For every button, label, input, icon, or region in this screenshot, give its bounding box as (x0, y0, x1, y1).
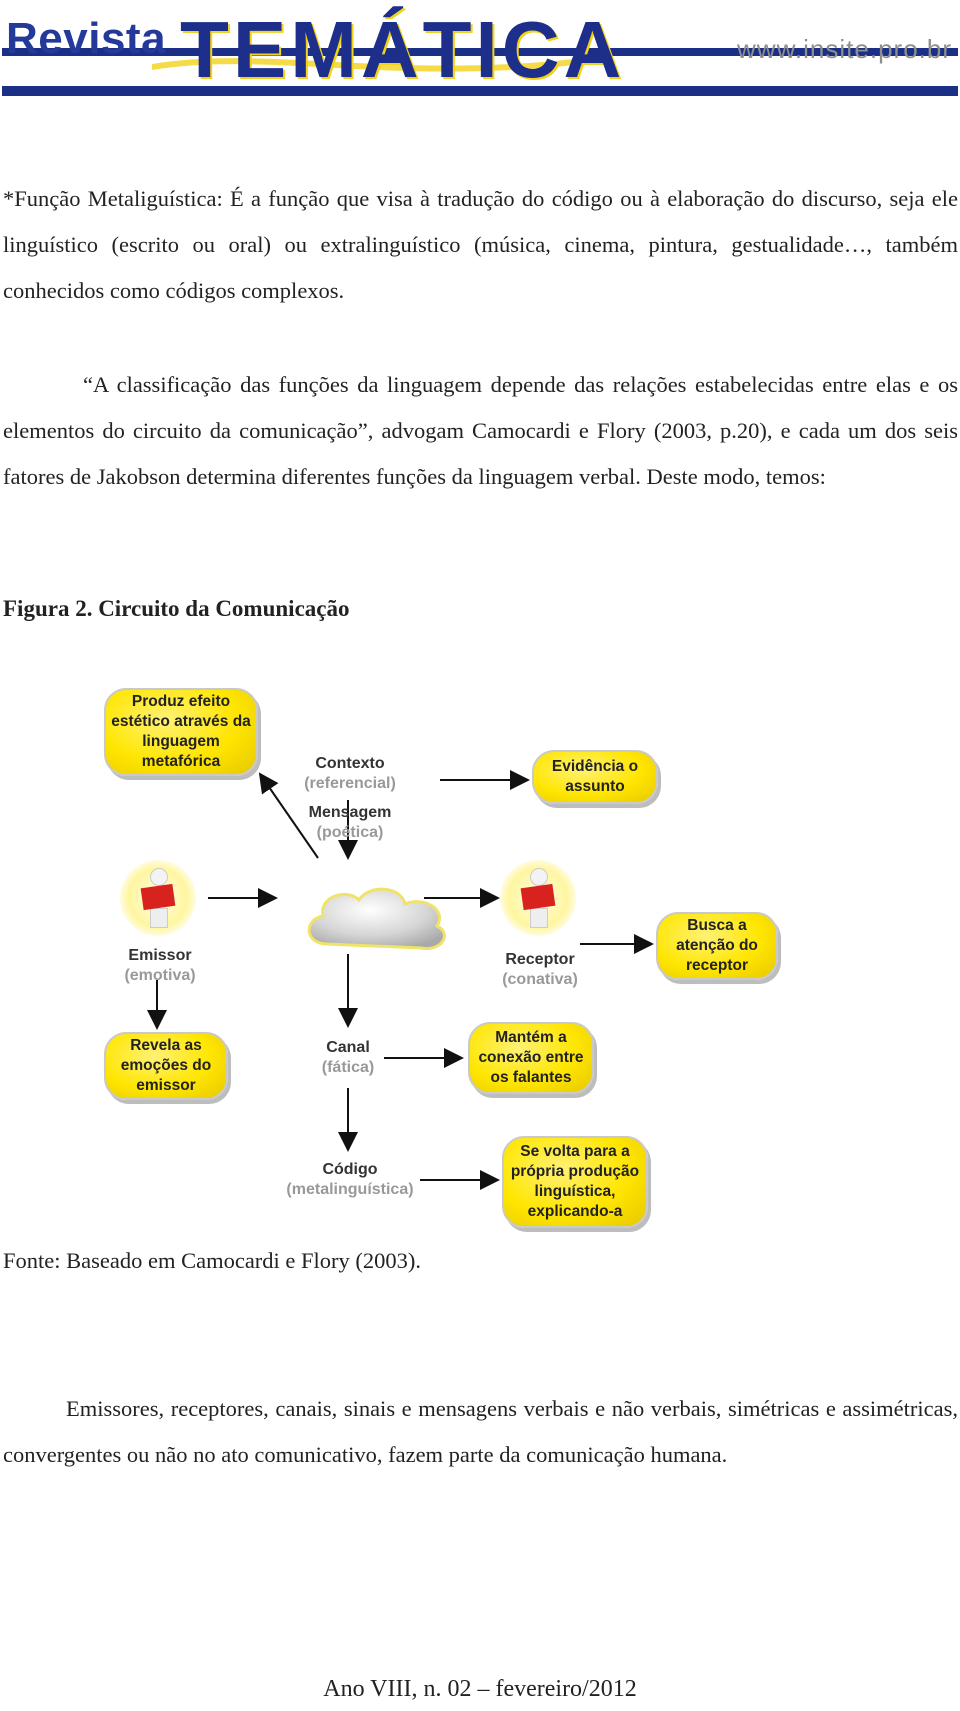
node-mensagem (290, 803, 410, 843)
brand-tematica: TEMÁTICA (180, 5, 626, 94)
figure-title: Figura 2. Circuito da Comunicação (3, 596, 350, 621)
communication-circuit-diagram (100, 690, 850, 1238)
page-footer: Ano VIII, n. 02 – fevereiro/2012 (323, 1676, 637, 1702)
paragraph-metalinguistic: *Função Metaliguística: É a função que visa à tradução do código ou à elaboração do discurso, seja ele linguístico (escrito ou oral) ou extralinguístico (música, cinema, pintura, gestualidade…, também conhecidos como códigos complexos. (3, 186, 958, 303)
figure-source: Fonte: Baseado em Camocardi e Flory (2003). (3, 1248, 422, 1273)
node-codigo-label: Código (322, 1161, 378, 1178)
header-banner (2, 2, 958, 98)
bubble-mantem-conexao: Mantém a conexão entre os falantes (468, 1022, 594, 1094)
bubble-produz-efeito: Produz efeito estético através da linguagem metafórica (104, 688, 258, 776)
node-mensagem-function: (poética) (316, 824, 384, 841)
node-receptor-function: (conativa) (502, 971, 578, 988)
node-codigo (280, 1160, 420, 1200)
receptor-person-icon (500, 860, 576, 936)
bubble-busca-atencao: Busca a atenção do receptor (656, 912, 778, 980)
emissor-person-icon (120, 860, 196, 936)
node-canal-function: (fática) (321, 1059, 375, 1076)
node-emissor (100, 946, 220, 986)
node-canal-label: Canal (326, 1039, 370, 1056)
site-url[interactable]: www.insite.pro.br (737, 34, 952, 64)
node-emissor-label: Emissor (128, 947, 192, 964)
bubble-revela-emocoes: Revela as emoções do emissor (104, 1032, 228, 1100)
paragraph-classification: “A classificação das funções da linguagem depende das relações estabelecidas entre elas e os elementos do circuito da comunicação”, advogam Camocardi e Flory (2003, p.20), e cada um dos seis fatores de Jakobson determina diferentes funções da linguagem verbal. Deste modo, temos: (3, 372, 958, 489)
node-receptor (480, 950, 600, 990)
node-contexto-label: Contexto (315, 755, 385, 772)
bubble-se-volta: Se volta para a própria produção linguística, explicando-a (502, 1136, 648, 1228)
node-receptor-label: Receptor (505, 951, 575, 968)
cloud-icon (297, 880, 457, 956)
node-canal (298, 1038, 398, 1078)
node-emissor-function: (emotiva) (124, 967, 196, 984)
node-codigo-function: (metalinguística) (286, 1181, 414, 1198)
node-mensagem-label: Mensagem (308, 804, 392, 821)
brand-revista: Revista (6, 14, 167, 63)
node-contexto-function: (referencial) (304, 775, 396, 792)
node-contexto (290, 754, 410, 794)
paragraph-communication: Emissores, receptores, canais, sinais e mensagens verbais e não verbais, simétricas e assimétricas, convergentes ou não no ato comunicativo, fazem parte da comunicação humana. (3, 1396, 958, 1467)
bubble-evidencia: Evidência o assunto (532, 750, 658, 804)
